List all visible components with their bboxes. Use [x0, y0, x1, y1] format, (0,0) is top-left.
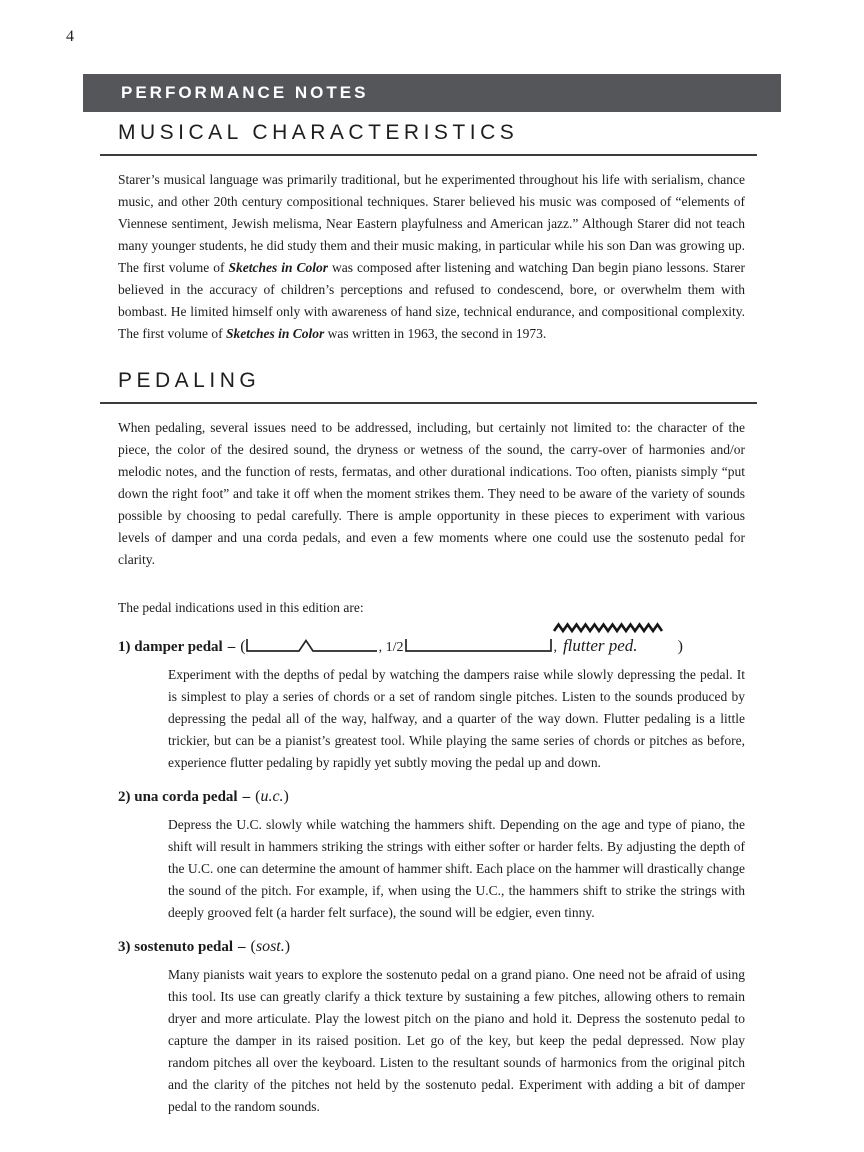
- close-paren: ): [284, 938, 291, 955]
- section-divider: [100, 154, 757, 156]
- pedal-indication-una-corda: [118, 788, 745, 806]
- una-corda-abbreviation: [255, 788, 289, 806]
- open-paren: (: [240, 638, 246, 655]
- una-corda-pedal-label: 2) una corda pedal: [118, 789, 238, 805]
- en-dash: –: [242, 789, 251, 805]
- close-paren: ): [283, 788, 289, 805]
- sostenuto-abbreviation: [251, 938, 291, 956]
- en-dash: –: [227, 639, 236, 655]
- damper-pedal-description: Experiment with the depths of pedal by watching the dampers raise while slowly depressing the pedal. It is simplest to play a series of chords or a set of random single pitches. Listen to the sounds produced by depressing the pedal all of the way, halfway, and a quarter of the way down. Flutter pedaling is a little trickier, but can be a pianist’s greatest tool. While playing the same series of chords or pitches as before, experience flutter pedaling by rapidly yet subtly moving the pedal up and down.: [168, 667, 745, 770]
- page-number: 4: [66, 28, 74, 45]
- section-divider: [100, 402, 757, 404]
- close-paren: ): [677, 638, 683, 655]
- pedal-bracket-retake-icon: [246, 637, 378, 653]
- open-paren: (: [255, 788, 261, 805]
- flutter-ped-label: flutter ped.: [562, 636, 638, 655]
- damper-pedal-label: 1) damper pedal: [118, 639, 223, 655]
- banner-title: PERFORMANCE NOTES: [121, 83, 369, 102]
- abbr-text: sost.: [255, 938, 285, 955]
- musical-characteristics-paragraph: Starer’s musical language was primarily traditional, but he experimented throughout his life with serialism, chance music, and other 20th century compositional techniques. Starer believed his music was composed of “elements of Viennese sentiment, Jewish melisma, Near Eastern playfulness and American jazz.” Although Starer did not teach many younger students, he did study them and their music making, in particular while his son Dan was growing up. The first volume of Sketches in Color was composed after listening and watching Dan begin piano lessons. Starer believed in the accuracy of children’s perceptions and refused to condescend, bore, or overwhelm them with bombast. He limited himself only with awareness of hand size, technical endurance, and compositional complexity. The first volume of Sketches in Color was written in 1963, the second in 1973.: [118, 172, 745, 341]
- en-dash: –: [238, 939, 246, 955]
- pedal-indication-damper: [118, 635, 745, 656]
- sostenuto-pedal-description: Many pianists wait years to explore the sostenuto pedal on a grand piano. One need not be afraid of using this tool. Its use can greatly clarify a thick texture by sustaining a few pitches, allowing others to remain dryer and more articulate. Play the lowest pitch on the piano and hold it. Depress the sostenuto pedal to capture the damper in its raised position. Let go of the key, but keep the pedal depressed. Now play random pitches all over the keyboard. Listen to the resultant sounds of harmonics from the original pitch and the clarity of the pitches not held by the sostenuto pedal. Experiment with adding a bit of damper pedal to the random sounds.: [168, 967, 745, 1114]
- section-heading-musical-characteristics: MUSICAL CHARACTERISTICS: [118, 121, 519, 144]
- una-corda-pedal-description: Depress the U.C. slowly while watching the hammers shift. Depending on the age and type of piano, the shift will result in hammers striking the strings with either softer or harder felts. By adjusting the depth of the U.C. one can determine the amount of hammer shift. Each place on the hammer will drastically change the sound of the pitch. For example, if, when using the U.C., the hammers shift to strike the strings with deeply grooved felt (a harder felt surface), the sound will be edgier, even tinny.: [168, 817, 745, 920]
- comma-separator: ,: [553, 640, 557, 655]
- sostenuto-pedal-label: 3) sostenuto pedal: [118, 939, 234, 955]
- section-heading-pedaling: PEDALING: [118, 369, 261, 392]
- pedaling-paragraph: When pedaling, several issues need to be addressed, including, but certainly not limited to: the character of the piece, the color of the desired sound, the dryness or wetness of the sound, the carry-over of harmonies and/or melodic notes, and the function of rests, fermatas, and other durational indications. Too often, pianists simply “put down the right foot” and take it off when the moment strikes them. They need to be aware of the variety of sounds possible by choosing to pedal carefully. There is ample opportunity in these pieces to experiment with various levels of damper and una corda pedals, and even a few moments where one could use the sostenuto pedal for clarity.: [118, 420, 745, 567]
- pedal-bracket-half-icon: [405, 637, 553, 653]
- half-pedal-label: , 1/2: [378, 640, 404, 655]
- pedal-indications-intro: The pedal indications used in this edition are:: [118, 600, 364, 615]
- performance-notes-banner: [83, 74, 781, 112]
- open-paren: (: [250, 938, 256, 955]
- flutter-zigzag-icon: [553, 622, 665, 634]
- page-content: [118, 118, 745, 1118]
- abbr-text: u.c.: [260, 788, 284, 805]
- flutter-pedal-notation: [563, 636, 638, 656]
- pedal-indication-sostenuto: [118, 938, 745, 956]
